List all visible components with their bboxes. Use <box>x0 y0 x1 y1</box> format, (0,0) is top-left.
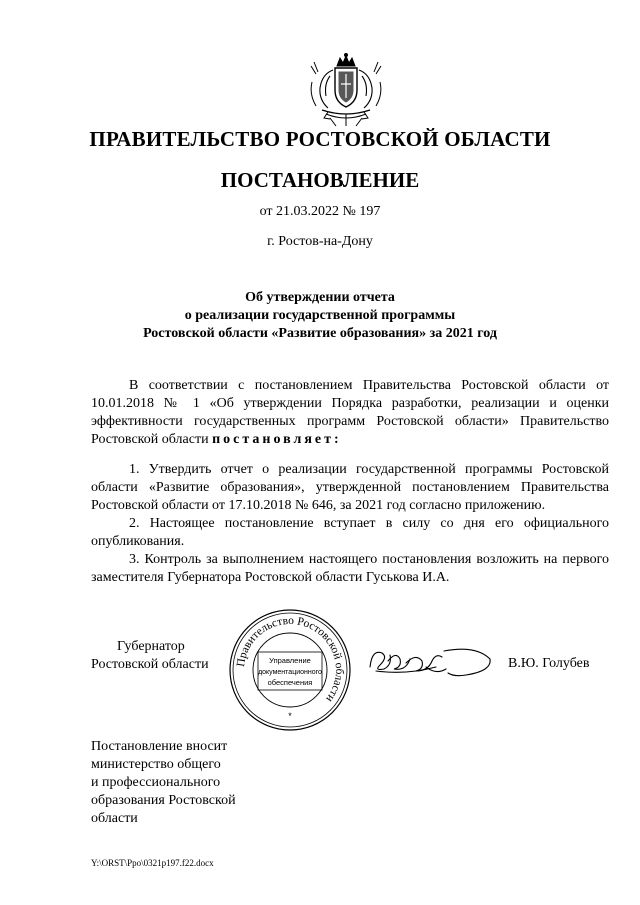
official-seal <box>228 608 352 732</box>
item-2: 2. Настоящее постановление вступает в силу со дня его официального опубликования. <box>91 516 609 549</box>
svg-text:*: * <box>288 711 292 721</box>
seal-center-line: Управление <box>269 656 311 665</box>
submitted-line: Постановление вносит <box>91 739 228 754</box>
position-line: Губернатор <box>117 639 185 654</box>
seal-ring-text: Правительство Ростовской области <box>235 614 346 705</box>
coat-of-arms-icon <box>306 52 386 128</box>
document-body <box>91 377 609 587</box>
handwritten-signature <box>366 641 496 681</box>
resolve-word: постановляет: <box>212 432 342 447</box>
submitted-by <box>91 738 291 828</box>
subject-line: Об утверждении отчета <box>245 290 395 305</box>
seal-center-line: документационного <box>258 669 322 676</box>
subject-line: Ростовской области «Развитие образования» за 2021 год <box>143 326 497 341</box>
submitted-line: образования Ростовской <box>91 793 236 808</box>
city: г. Ростов-на-Дону <box>267 234 373 249</box>
submitted-line: министерство общего <box>91 757 221 772</box>
submitted-line: области <box>91 811 138 826</box>
position-line: Ростовской области <box>91 657 209 672</box>
signatory-position <box>91 638 209 674</box>
item-1: 1. Утвердить отчет о реализации государственной программы Ростовской области «Развитие образования», утвержденной постановлением Правительства Ростовской области от 17.10.2018 № 646, за 2021 год согласно приложению. <box>91 462 609 513</box>
document-type-heading: ПОСТАНОВЛЕНИЕ <box>220 168 420 192</box>
file-path: Y:\ORST\Ppo\0321p197.f22.docx <box>91 858 214 868</box>
preamble-text: В соответствии с постановлением Правительства Ростовской области от 10.01.2018 № 1 «Об утверждении Порядка разработки, реализации и оценки эффективности государственных программ Ростовской области» Правительство Ростовской области <box>91 378 609 447</box>
signatory-name: В.Ю. Голубев <box>508 656 590 671</box>
seal-center-line: обеспечения <box>267 678 313 687</box>
date-number: от 21.03.2022 № 197 <box>259 204 381 219</box>
organization-heading: ПРАВИТЕЛЬСТВО РОСТОВСКОЙ ОБЛАСТИ <box>89 127 551 151</box>
item-3: 3. Контроль за выполнением настоящего постановления возложить на первого заместителя Губернатора Ростовской области Гуськова И.А. <box>91 552 609 585</box>
subject-line: о реализации государственной программы <box>184 308 456 323</box>
submitted-line: и профессионального <box>91 775 221 790</box>
document-subject <box>0 289 640 343</box>
preamble-paragraph <box>91 377 609 449</box>
